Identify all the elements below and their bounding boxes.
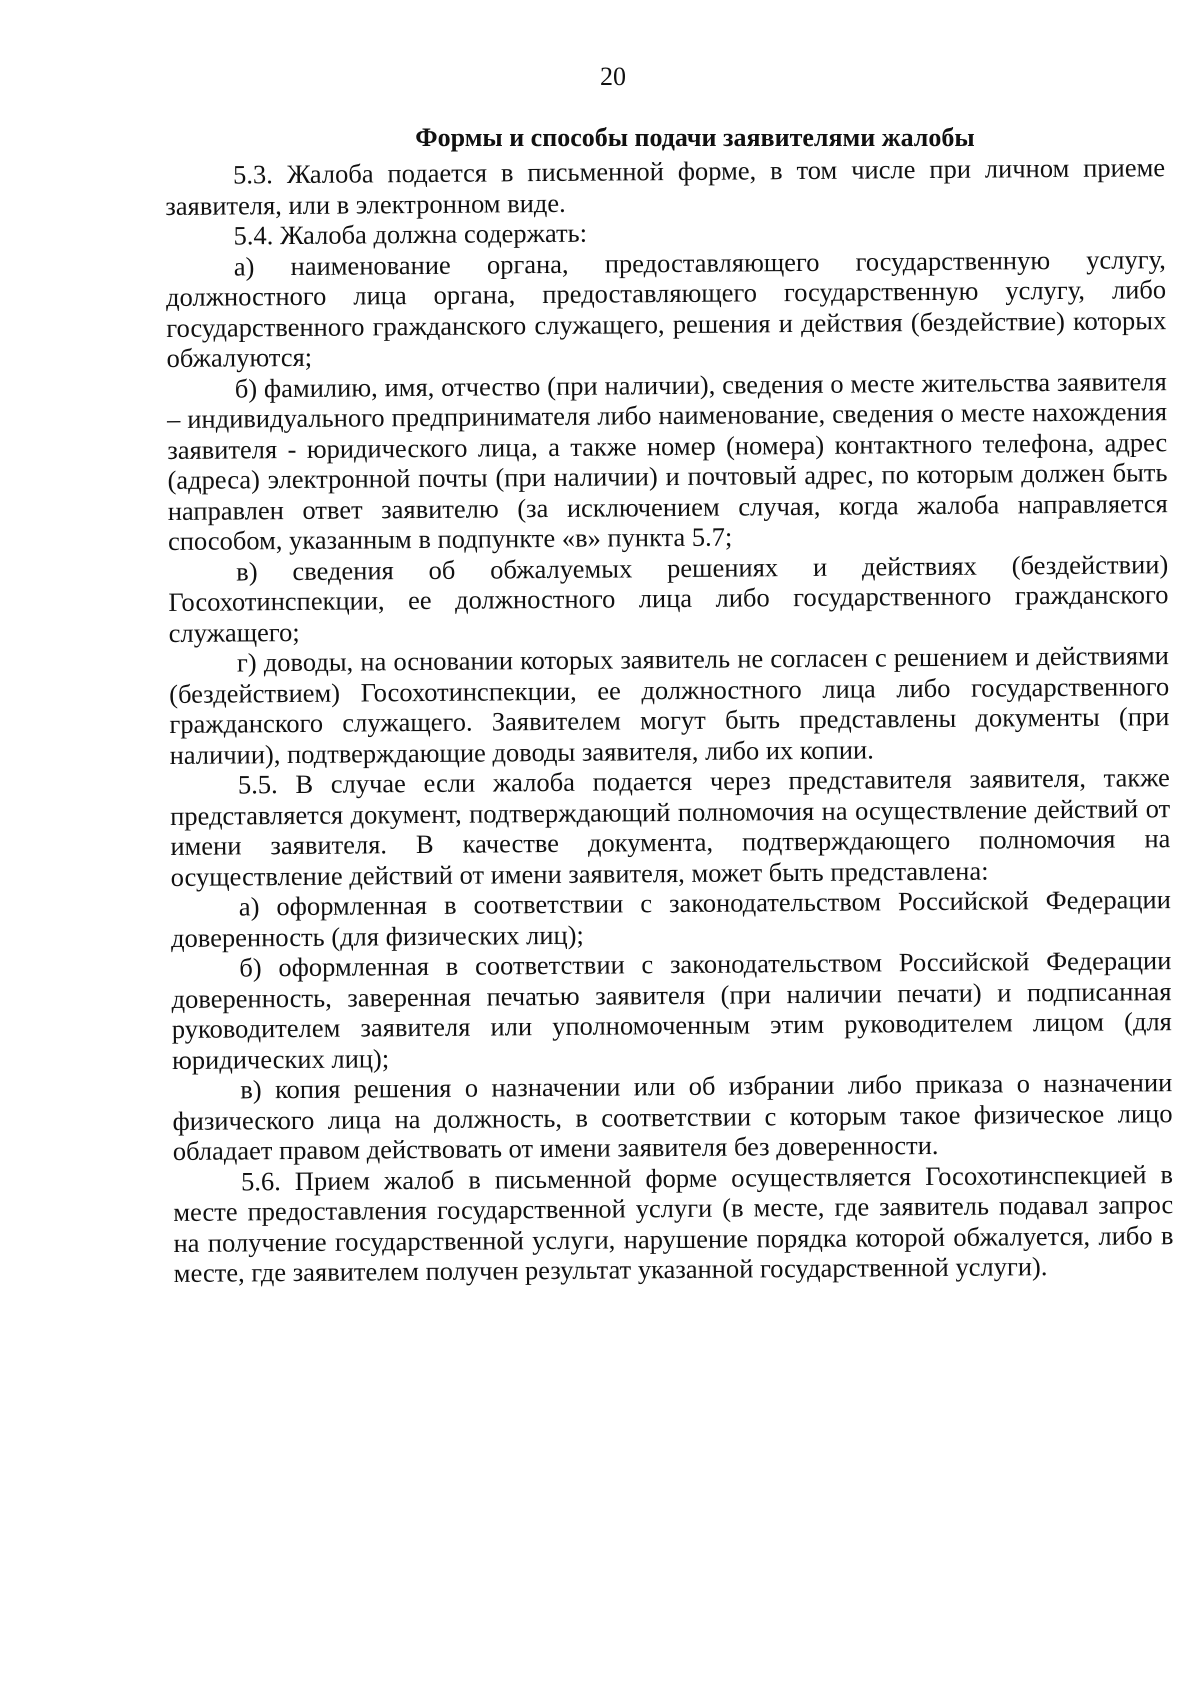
- page-number: 20: [600, 62, 626, 91]
- paragraph-5-5-b: б) оформленная в соответствии с законодательством Российской Федерации доверенность, заверенная печатью заявителя (при наличии печати) и подписанная руководителем заявителя или уполномоченным этим руководителем лицом (для юридических лиц);: [171, 945, 1172, 1075]
- paragraph-5-6: 5.6. Прием жалоб в письменной форме осуществляется Госохотинспекцией в месте предоставления государственной услуги (в месте, где заявитель подавал запрос на получение государственной услуги, нарушение порядка которой обжалуется, либо в месте, где заявителем получен результат указанной государственной услуги).: [173, 1158, 1174, 1288]
- section-heading: Формы и способы подачи заявителями жалобы: [415, 123, 975, 152]
- paragraph-5-5-a: а) оформленная в соответствии с законодательством Российской Федерации доверенность (для физических лиц);: [170, 884, 1171, 953]
- paragraph-5-4-g: г) доводы, на основании которых заявитель не согласен с решением и действиями (бездействием) Госохотинспекции, ее должностного лица либо государственного гражданского служащего. Заявителем могут быть представлены документы (при наличии), подтверждающие доводы заявителя, либо их копии.: [169, 640, 1170, 770]
- document-body: [165, 152, 1174, 1288]
- paragraph-5-4-v: в) сведения об обжалуемых решениях и действиях (бездействии) Госохотинспекции, ее должностного лица либо государственного гражданского служащего;: [168, 548, 1169, 648]
- paragraph-5-5-v: в) копия решения о назначении или об избрании либо приказа о назначении физического лица на должность, в соответствии с которым такое физическое лицо обладает правом действовать от имени заявителя без доверенности.: [172, 1067, 1173, 1166]
- paragraph-5-4: 5.4. Жалоба должна содержать:: [233, 217, 588, 251]
- paragraph-5-4-a: а) наименование органа, предоставляющего государственную услугу, должностного лица органа, предоставляющего государственную услугу, либо государственного гражданского служащего, решения и действия (бездействие) которых обжалуются;: [165, 243, 1167, 373]
- paragraph-5-5: 5.5. В случае если жалоба подается через представителя заявителя, также представляется документ, подтверждающий полномочия на осуществление действий от имени заявителя. В качестве документа, подтверждающего полномочия на осуществление действий от имени заявителя, может быть представлена:: [170, 762, 1171, 892]
- paragraph-5-4-b: б) фамилию, имя, отчество (при наличии), сведения о месте жительства заявителя – индивидуального предпринимателя либо наименование, сведения о месте нахождения заявителя - юридического лица, а также номер (номера) контактного телефона, адрес (адреса) электронной почты (при наличии) и почтовый адрес, по которым должен быть направлен ответ заявителю (за исключением случая, когда жалоба направляется способом, указанным в подпункте «в» пункта 5.7;: [166, 365, 1168, 556]
- paragraph-5-3: 5.3. Жалоба подается в письменной форме, в том числе при личном приеме заявителя, или в электронном виде.: [165, 152, 1166, 221]
